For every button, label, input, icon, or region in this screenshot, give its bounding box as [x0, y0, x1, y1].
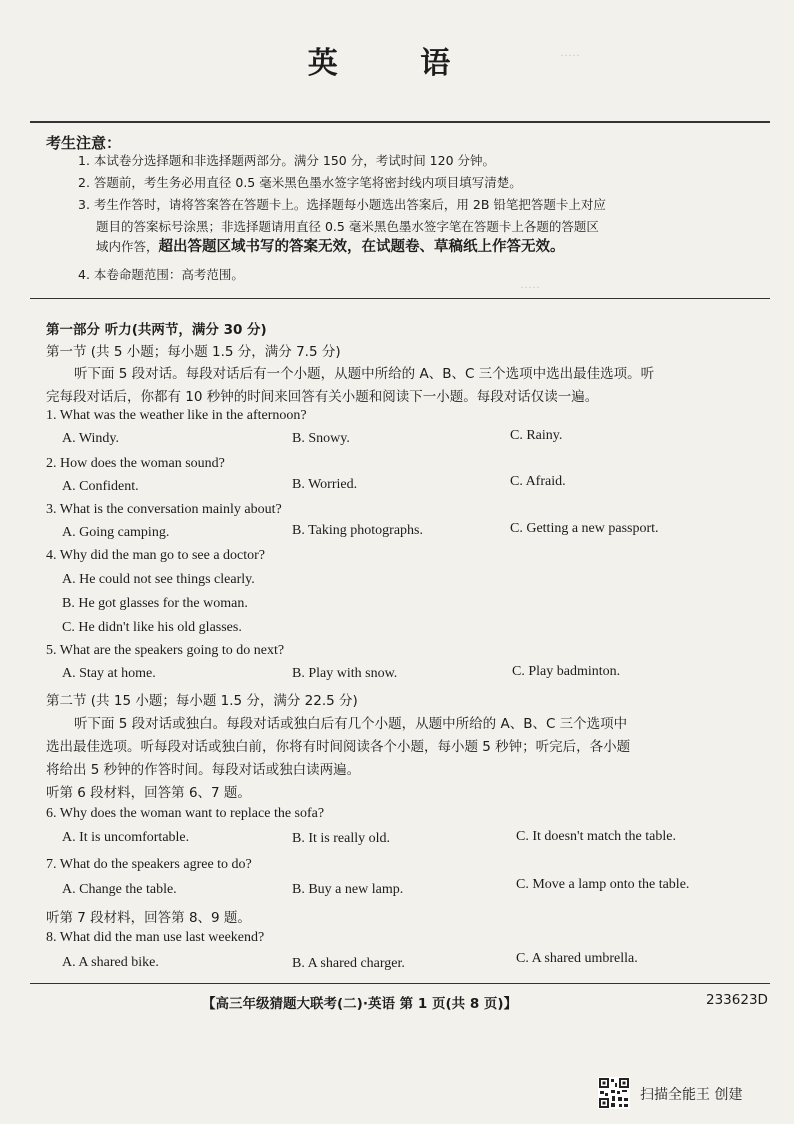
question-stem: 2. How does the woman sound?	[46, 456, 225, 471]
section2-instruction: 听下面 5 段对话或独白。每段对话或独白后有几个小题，从题中所给的 A、B、C 三个选项中	[74, 716, 628, 732]
option-c: C. He didn't like his old glasses.	[62, 620, 242, 635]
notice-item-3: 3. 考生作答时，请将答案答在答题卡上。选择题每小题选出答案后，用 2B 铅笔把答题卡上对应	[78, 197, 606, 212]
notice-item-3-plain: 域内作答，	[96, 239, 159, 254]
option-b: B. A shared charger.	[292, 956, 405, 971]
section1-heading: 第一节 (共 5 小题；每小题 1.5 分，满分 7.5 分)	[46, 344, 341, 360]
notice-rule	[30, 298, 770, 299]
notice-item-3-cont: 题目的答案标号涂黑；非选择题请用直径 0.5 毫米黑色墨水签字笔在答题卡上各题的答题区	[96, 219, 599, 234]
page-title: 英 语	[307, 46, 487, 81]
option-c: C. It doesn't match the table.	[516, 829, 676, 844]
notice-item-4: 4. 本卷命题范围：高考范围。	[78, 267, 244, 282]
question-stem: 6. Why does the woman want to replace the sofa?	[46, 806, 325, 821]
question-stem: 4. Why did the man go to see a doctor?	[46, 548, 266, 563]
question-stem: 3. What is the conversation mainly about?	[46, 502, 282, 517]
notice-item-3-cont2	[96, 236, 565, 258]
section2-instruction-cont: 选出最佳选项。听每段对话或独白前，你将有时间阅读各个小题，每小题 5 秒钟；听完后，各小题	[46, 739, 631, 755]
notice-item-3-emphasis: 超出答题区域书写的答案无效，在试题卷、草稿纸上作答无效。	[158, 239, 565, 255]
qr-code-icon	[598, 1077, 630, 1109]
notice-item-2: 2. 答题前，考生务必用直径 0.5 毫米黑色墨水签字笔将密封线内项目填写清楚。	[78, 175, 522, 190]
material-note-6: 听第 6 段材料，回答第 6、7 题。	[46, 785, 251, 801]
option-c: C. A shared umbrella.	[516, 951, 638, 966]
option-c: C. Move a lamp onto the table.	[516, 877, 690, 892]
question-stem: 1. What was the weather like in the afternoon?	[46, 408, 307, 423]
option-b: B. It is really old.	[292, 831, 390, 846]
option-b: B. Snowy.	[292, 431, 350, 446]
material-note-7: 听第 7 段材料，回答第 8、9 题。	[46, 910, 251, 926]
option-b: B. Worried.	[292, 477, 358, 492]
option-a: A. Confident.	[62, 479, 139, 494]
option-a: A. Stay at home.	[62, 666, 156, 681]
page-footer: 【高三年级猜题大联考(二)·英语 第 1 页(共 8 页)】	[202, 996, 518, 1012]
option-b: B. Play with snow.	[292, 666, 398, 681]
question-stem: 8. What did the man use last weekend?	[46, 930, 265, 945]
scanner-watermark: 扫描全能王 创建	[640, 1087, 743, 1103]
footer-rule	[30, 983, 770, 984]
option-c: C. Getting a new passport.	[510, 521, 659, 536]
option-c: C. Play badminton.	[512, 664, 621, 679]
option-a: A. Windy.	[62, 431, 119, 446]
section2-heading: 第二节 (共 15 小题；每小题 1.5 分，满分 22.5 分)	[46, 693, 358, 709]
part1-heading: 第一部分 听力(共两节，满分 30 分)	[46, 322, 267, 338]
section1-instruction-cont: 完每段对话后，你都有 10 秒钟的时间来回答有关小题和阅读下一小题。每段对话仅读一遍。	[46, 389, 599, 405]
bleed-through-text: ·····	[520, 280, 540, 294]
paper-code: 233623D	[706, 992, 768, 1008]
option-a: A. He could not see things clearly.	[62, 572, 255, 587]
option-b: B. Buy a new lamp.	[292, 882, 404, 897]
section1-instruction: 听下面 5 段对话。每段对话后有一个小题，从题中所给的 A、B、C 三个选项中选出最佳选项。听	[74, 366, 655, 382]
option-b: B. Taking photographs.	[292, 523, 423, 538]
option-b: B. He got glasses for the woman.	[62, 596, 248, 611]
header-rule	[30, 121, 770, 123]
notice-item-1: 1. 本试卷分选择题和非选择题两部分。满分 150 分，考试时间 120 分钟。	[78, 153, 496, 168]
option-a: A. Change the table.	[62, 882, 177, 897]
question-stem: 5. What are the speakers going to do next?	[46, 643, 285, 658]
option-c: C. Rainy.	[510, 428, 563, 443]
option-a: A. Going camping.	[62, 525, 170, 540]
bleed-through-text: ·····	[560, 48, 580, 62]
option-a: A. A shared bike.	[62, 955, 159, 970]
question-stem: 7. What do the speakers agree to do?	[46, 857, 252, 872]
option-c: C. Afraid.	[510, 474, 566, 489]
section2-instruction-cont2: 将给出 5 秒钟的作答时间。每段对话或独白读两遍。	[46, 762, 361, 778]
notice-heading: 考生注意：	[46, 134, 122, 152]
option-a: A. It is uncomfortable.	[62, 830, 190, 845]
